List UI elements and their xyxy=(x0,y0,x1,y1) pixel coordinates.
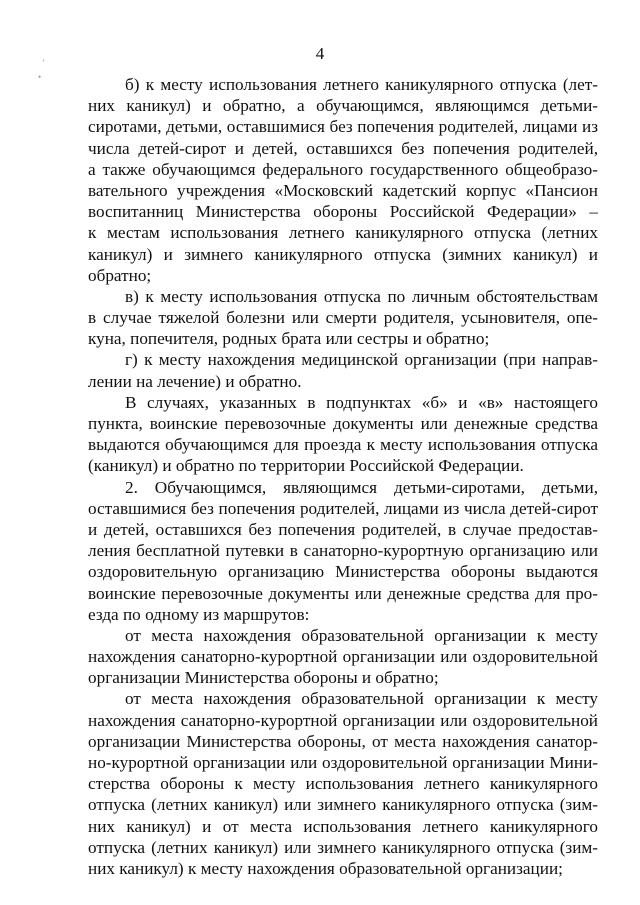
text-line: езда по одному из маршрутов: xyxy=(88,604,310,624)
margin-mark: ’ xyxy=(42,58,45,68)
text-line: них каникул) и от места использования летнего каникулярного xyxy=(88,816,598,836)
text-line: организации Министерства обороны и обратно; xyxy=(88,668,439,688)
text-line: В случаях, указанных в подпунктах «б» и «в» настоящего xyxy=(125,392,598,412)
text-line: отпуска (летних каникул) или зимнего каникулярного отпуска (зим- xyxy=(88,795,598,815)
text-line: нахождения санаторно-курортной организации или оздоровительной xyxy=(88,647,598,667)
text-line: них каникул) к месту нахождения образовательной организации; xyxy=(88,858,563,878)
text-line: и детей, оставшихся без попечения родителей, в случае предостав- xyxy=(88,519,598,539)
text-line: стерства обороны к месту использования летнего каникулярного xyxy=(88,774,598,794)
margin-mark: • xyxy=(38,72,42,82)
text-line: б) к месту использования летнего каникулярного отпуска (лет- xyxy=(125,75,598,94)
text-line: отпуска (летних каникул) или зимнего каникулярного отпуска (зим- xyxy=(88,837,598,857)
text-line: воспитанниц Министерства обороны Российской Федерации» – xyxy=(88,202,598,222)
text-line: в) к месту использования отпуска по личным обстоятельствам xyxy=(125,286,598,306)
text-line: куна, попечителя, родных брата или сестры и обратно; xyxy=(88,329,490,349)
text-line: 2. Обучающимся, являющимся детьми-сиротами, детьми, xyxy=(125,477,598,497)
page-number: 4 xyxy=(315,44,325,63)
text-line: них каникул) и обратно, а обучающимся, являющимся детьми- xyxy=(88,96,598,116)
text-line: от места нахождения образовательной организации к месту xyxy=(125,625,598,645)
text-line: ления бесплатной путевки в санаторно-курортную организацию или xyxy=(88,541,598,561)
text-line: числа детей-сирот и детей, оставшихся без попечения родителей, xyxy=(88,138,598,158)
text-line: обратно; xyxy=(88,265,152,285)
text-line: вательного учреждения «Московский кадетский корпус «Пансион xyxy=(88,180,598,200)
text-line: к местам использования летнего каникулярного отпуска (летних xyxy=(88,223,598,243)
text-line: сиротами, детьми, оставшимися без попечения родителей, лицами из xyxy=(88,117,598,137)
text-line: а также обучающимся федерального государственного общеобразо- xyxy=(88,159,598,179)
text-line: в случае тяжелой болезни или смерти родителя, усыновителя, опе- xyxy=(88,308,598,328)
text-line: выдаются обучающимся для проезда к месту использования отпуска xyxy=(88,435,598,455)
text-line: пункта, воинские перевозочные документы или денежные средства xyxy=(88,414,598,433)
text-line: каникул) и зимнего каникулярного отпуска (зимних каникул) и xyxy=(88,244,598,264)
text-line: но-курортной организации или оздоровительной организации Мини- xyxy=(88,753,598,772)
text-line: оздоровительную организацию Министерства обороны выдаются xyxy=(88,562,598,582)
text-line: нахождения санаторно-курортной организации или оздоровительной xyxy=(88,710,598,730)
document-body xyxy=(88,74,598,879)
text-line: лении на лечение) и обратно. xyxy=(88,371,302,391)
text-line: от места нахождения образовательной организации к месту xyxy=(125,689,598,709)
text-line: (каникул) и обратно по территории Российской Федерации. xyxy=(88,456,524,476)
text-line: оставшимися без попечения родителей, лицами из числа детей-сирот xyxy=(88,498,598,518)
text-line: организации Министерства обороны, от места нахождения санатор- xyxy=(88,731,598,751)
text-line: воинские перевозочные документы или денежные средства для про- xyxy=(88,583,598,603)
text-line: г) к месту нахождения медицинской организации (при направ- xyxy=(125,350,598,370)
